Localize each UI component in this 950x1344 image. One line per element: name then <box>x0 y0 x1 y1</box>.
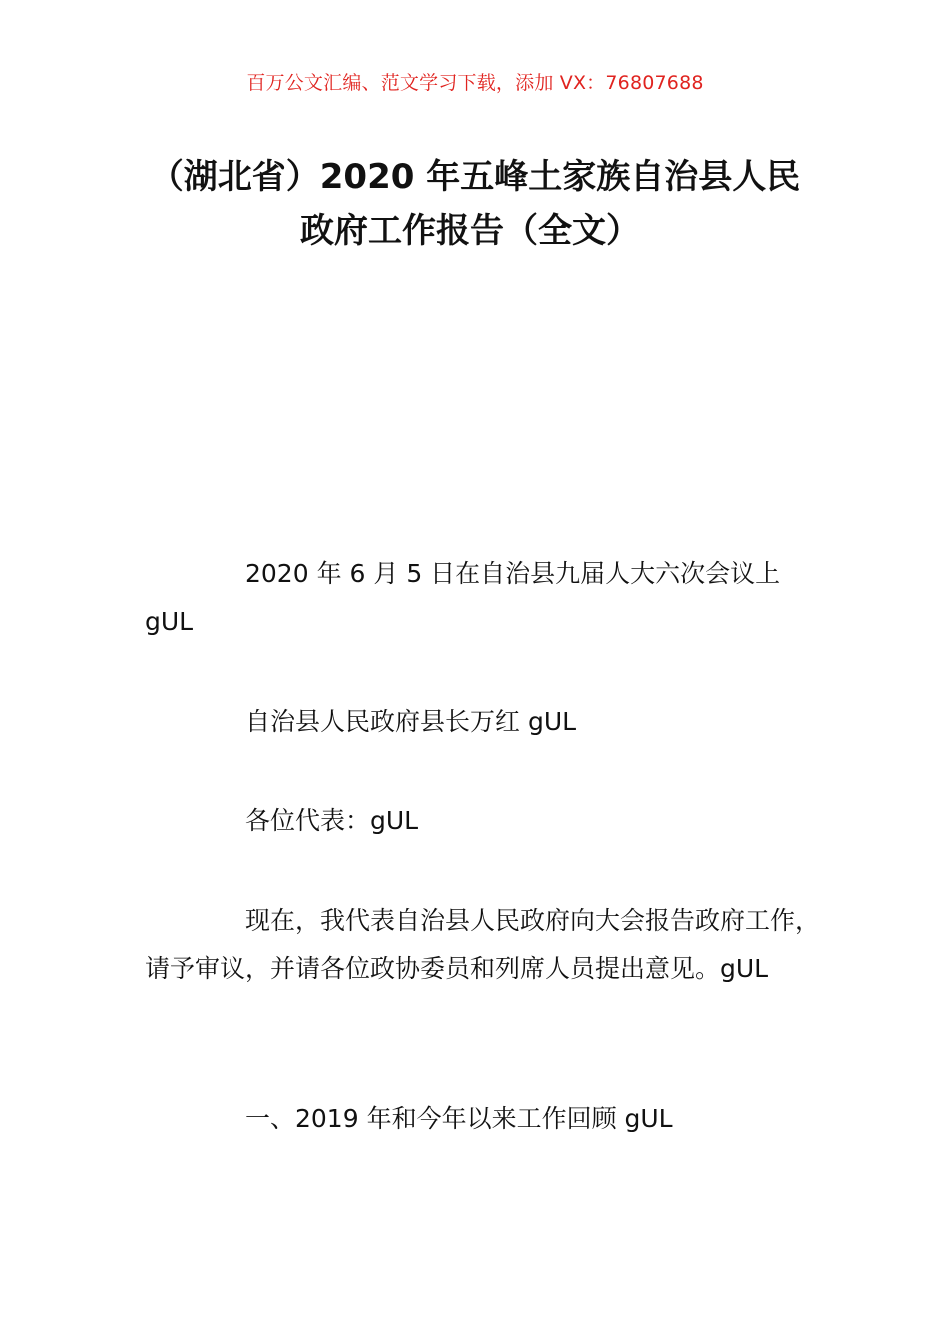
intro-text: 现在，我代表自治县人民政府向大会报告政府工作，请予审议，并请各位政协委员和列席人员提出意见。gUL <box>145 906 821 983</box>
intro-paragraph <box>145 897 825 993</box>
date-line-text: 2020 年 6 月 5 日在自治县九届人大六次会议上 gUL <box>145 559 781 636</box>
title-line-1: （湖北省）2020 年五峰土家族自治县人民 <box>149 157 801 197</box>
title-line-2: 政府工作报告（全文） <box>300 211 640 251</box>
section-1-heading-text: 一、2019 年和今年以来工作回顾 gUL <box>245 1104 673 1133</box>
header-promo-note: 百万公文汇编、范文学习下载，添加 VX：76807688 <box>246 72 704 94</box>
author-line-text: 自治县人民政府县长万红 gUL <box>245 707 577 736</box>
section-1-heading <box>145 1095 825 1143</box>
date-line-paragraph <box>145 550 825 646</box>
greeting-text: 各位代表：gUL <box>245 806 419 835</box>
author-line-paragraph <box>145 698 825 746</box>
document-title <box>120 150 830 258</box>
greeting-paragraph <box>145 797 825 845</box>
